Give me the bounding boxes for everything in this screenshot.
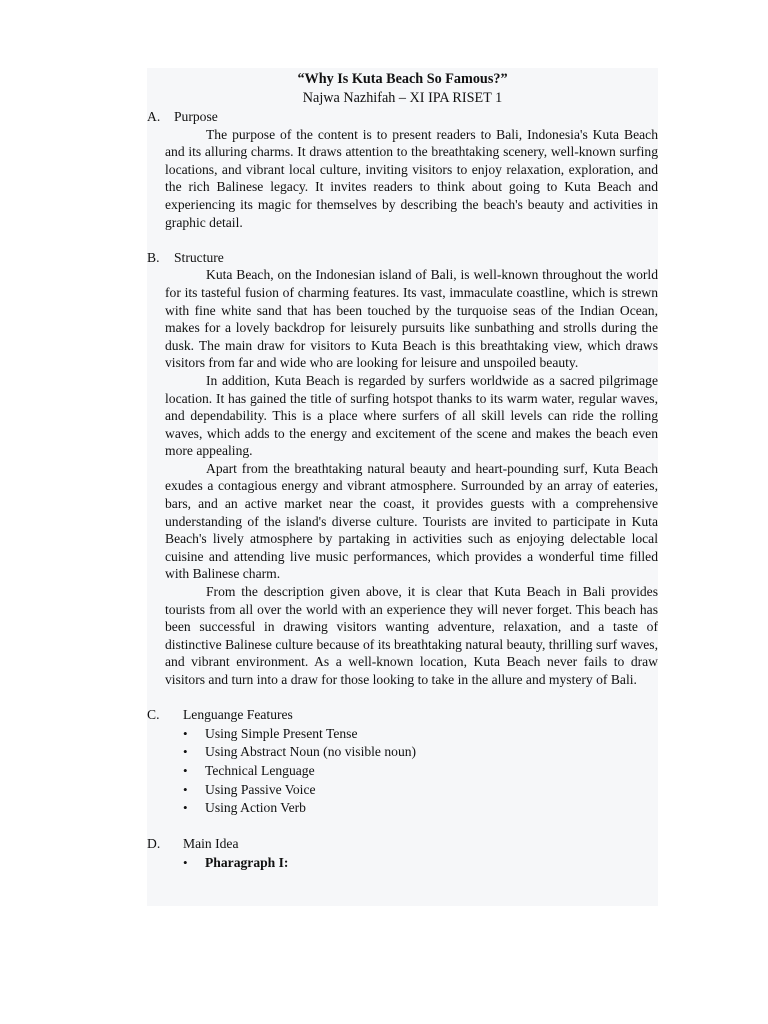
- section-a-title: Purpose: [174, 109, 218, 124]
- spacer: [147, 689, 658, 707]
- list-item-label: Using Abstract Noun (no visible noun): [205, 744, 417, 760]
- section-a-body: [165, 126, 658, 232]
- main-idea-list: [147, 854, 658, 873]
- spacer: [147, 231, 658, 249]
- section-b-body: [165, 266, 658, 688]
- list-item: [183, 725, 658, 744]
- list-item-label: Pharagraph I:: [205, 854, 289, 870]
- section-b-letter: B.: [147, 249, 160, 265]
- list-item: [183, 743, 658, 762]
- bullet-icon: •: [183, 762, 188, 778]
- document-title: “Why Is Kuta Beach So Famous?”: [297, 71, 508, 87]
- list-item-label: Using Simple Present Tense: [205, 725, 358, 741]
- paragraph: In addition, Kuta Beach is regarded by surfers worldwide as a sacred pilgrimage location. It has gained the title of surfing hotspot thanks to its warm water, regular waves, and dependability. This is a place where surfers of all skill levels can ride the rolling waves, which adds to the energy and excitement of the scene and makes the beach even more appealing.: [165, 372, 658, 459]
- paragraph: Kuta Beach, on the Indonesian island of Bali, is well-known throughout the world for its tasteful fusion of charming features. Its vast, immaculate coastline, which is strewn with fine white sand that has been touched by the turquoise seas of the Indian Ocean, makes for a lovely backdrop for leisurely pursuits like sunbathing and strolls during the dusk. The main draw for visitors to Kuta Beach is this breathtaking view, which draws visitors from far and wide who are looking for leisure and unspoiled beauty.: [165, 267, 658, 371]
- document-author: Najwa Nazhifah – XI IPA RISET 1: [302, 90, 503, 106]
- section-a-letter: A.: [147, 109, 161, 124]
- language-features-list: [147, 725, 658, 818]
- bullet-icon: •: [183, 800, 188, 816]
- bullet-icon: •: [183, 854, 188, 870]
- paragraph: From the description given above, it is clear that Kuta Beach in Bali provides tourists from all over the world with an experience they will never forget. This beach has been successful in drawing visitors wanting adventure, relaxation, and a taste of distinctive Balinese culture because of its breathtaking natural beauty, thrilling surf waves, and vibrant environment. As a well-known location, Kuta Beach never fails to draw visitors and turn into a draw for those looking to take in the allure and mystery of Bali.: [165, 584, 658, 687]
- section-d-title: Main Idea: [183, 836, 239, 852]
- list-item: [183, 762, 658, 781]
- section-c-title: Lenguange Features: [183, 707, 293, 723]
- list-item: [183, 781, 658, 800]
- section-b-title: Structure: [174, 249, 224, 265]
- list-item-label: Technical Lenguage: [205, 762, 315, 778]
- section-c-heading: [147, 706, 658, 724]
- bullet-icon: •: [183, 725, 188, 741]
- bullet-icon: •: [183, 781, 188, 797]
- section-a-heading: [147, 108, 658, 126]
- document: [147, 68, 658, 873]
- section-c-letter: C.: [147, 707, 160, 723]
- list-item-label: Using Passive Voice: [205, 781, 316, 797]
- list-item-label: Using Action Verb: [205, 800, 306, 816]
- section-b-heading: [147, 249, 658, 267]
- spacer: [147, 818, 658, 836]
- list-item: [183, 799, 658, 818]
- paragraph: Apart from the breathtaking natural beauty and heart-pounding surf, Kuta Beach exudes a contagious energy and vibrant atmosphere. Surrounded by an array of eateries, bars, and an active market near the coast, it provides guests with a comprehensive understanding of the island's diverse culture. Tourists are invited to participate in Kuta Beach's lively atmosphere by partaking in activities such as enjoying delectable local cuisine and attending live music performances, which provides a wonderful time filled with Balinese charm.: [165, 460, 658, 582]
- list-item: [183, 854, 658, 873]
- section-d-heading: [147, 835, 658, 853]
- paragraph: The purpose of the content is to present readers to Bali, Indonesia's Kuta Beach and its alluring charms. It draws attention to the breathtaking scenery, well-known surfing locations, and vibrant local culture, inviting visitors to enjoy relaxation, exploration, and the rich Balinese legacy. It invites readers to think about going to Kuta Beach and experiencing its magic for themselves by describing the beach's beauty and activities in graphic detail.: [165, 126, 658, 230]
- bullet-icon: •: [183, 744, 188, 760]
- section-d-letter: D.: [147, 836, 161, 852]
